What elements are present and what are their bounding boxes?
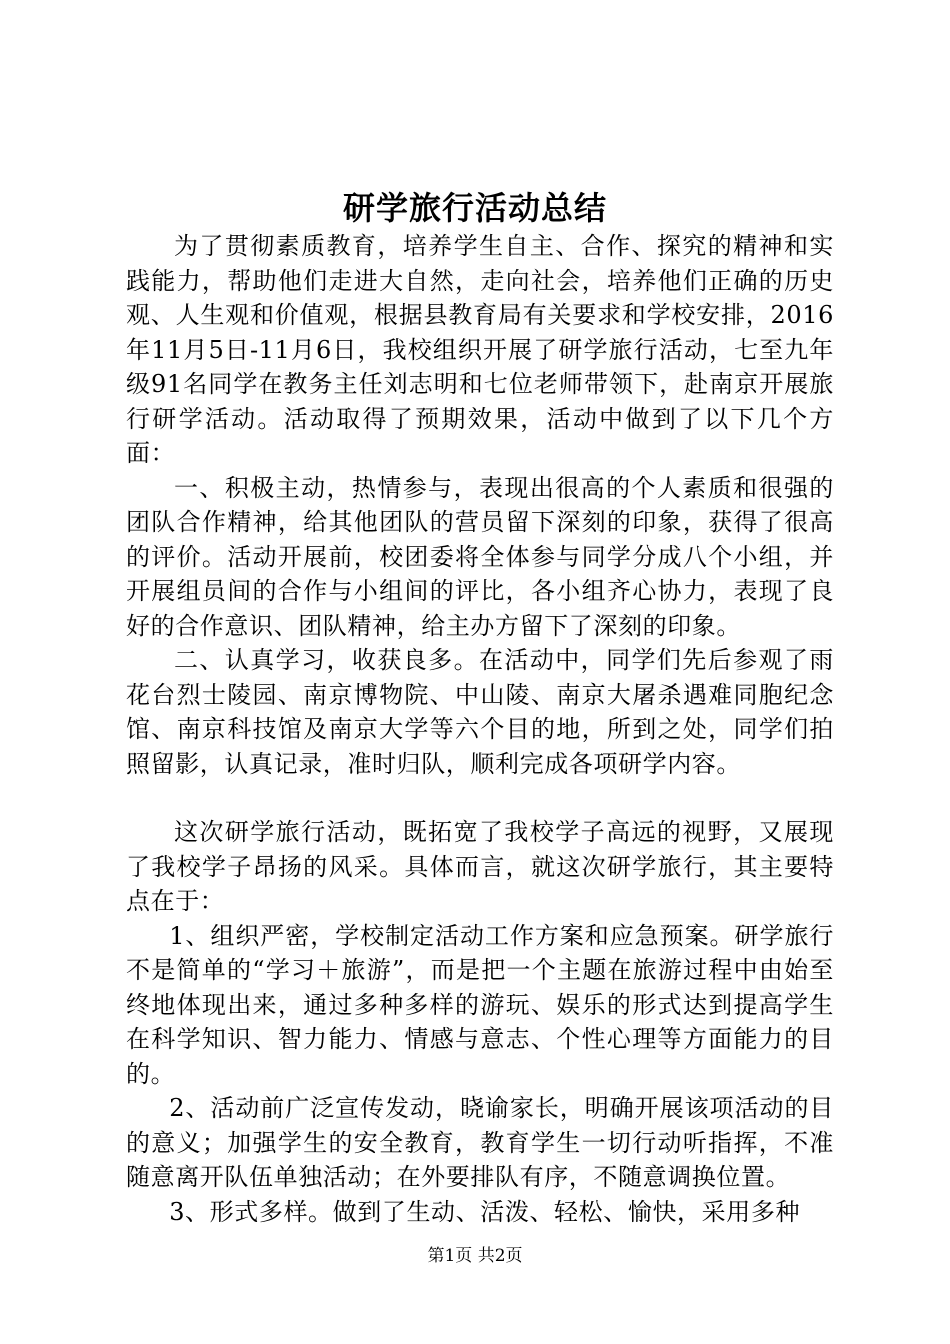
document-body xyxy=(126,229,834,1229)
intro-paragraph: 为了贯彻素质教育，培养学生自主、合作、探究的精神和实践能力，帮助他们走进大自然，走向社会，培养他们正确的历史观、人生观和价值观，根据县教育局有关要求和学校安排，2016年11月5日-11月6日，我校组织开展了研学旅行活动，七至九年级91名同学在教务主任刘志明和七位老师带领下，赴南京开展旅行研学活动。活动取得了预期效果，活动中做到了以下几个方面： xyxy=(126,232,834,467)
document-title: 研学旅行活动总结 xyxy=(342,189,607,227)
feature-item-1: 1、组织严密，学校制定活动工作方案和应急预案。研学旅行不是简单的“学习＋旅游”，而是把一个主题在旅游过程中由始至终地体现出来，通过多种多样的游玩、娱乐的形式达到提高学生在科学知识、智力能力、情感与意志、个性心理等方面能力的目的。 xyxy=(126,921,834,1088)
feature-item-3: 3、形式多样。做到了生动、活泼、轻松、愉快，采用多种 xyxy=(169,1197,801,1226)
features-intro-paragraph: 这次研学旅行活动，既拓宽了我校学子高远的视野，又展现了我校学子昂扬的风采。具体而言，就这次研学旅行，其主要特点在于： xyxy=(126,818,834,915)
page-footer: 第1页 共2页 xyxy=(427,1246,523,1266)
section-two-paragraph: 二、认真学习，收获良多。在活动中，同学们先后参观了雨花台烈士陵园、南京博物院、中山陵、南京大屠杀遇难同胞纪念馆、南京科技馆及南京大学等六个目的地，所到之处，同学们拍照留影，认真记录，准时归队，顺利完成各项研学内容。 xyxy=(126,646,834,778)
section-one-paragraph: 一、积极主动，热情参与，表现出很高的个人素质和很强的团队合作精神，给其他团队的营员留下深刻的印象，获得了很高的评价。活动开展前，校团委将全体参与同学分成八个小组，并开展组员间的合作与小组间的评比，各小组齐心协力，表现了良好的合作意识、团队精神，给主办方留下了深刻的印象。 xyxy=(126,473,834,640)
feature-item-2: 2、活动前广泛宣传发动，晓谕家长，明确开展该项活动的目的意义；加强学生的安全教育，教育学生一切行动听指挥，不准随意离开队伍单独活动；在外要排队有序，不随意调换位置。 xyxy=(126,1094,834,1191)
